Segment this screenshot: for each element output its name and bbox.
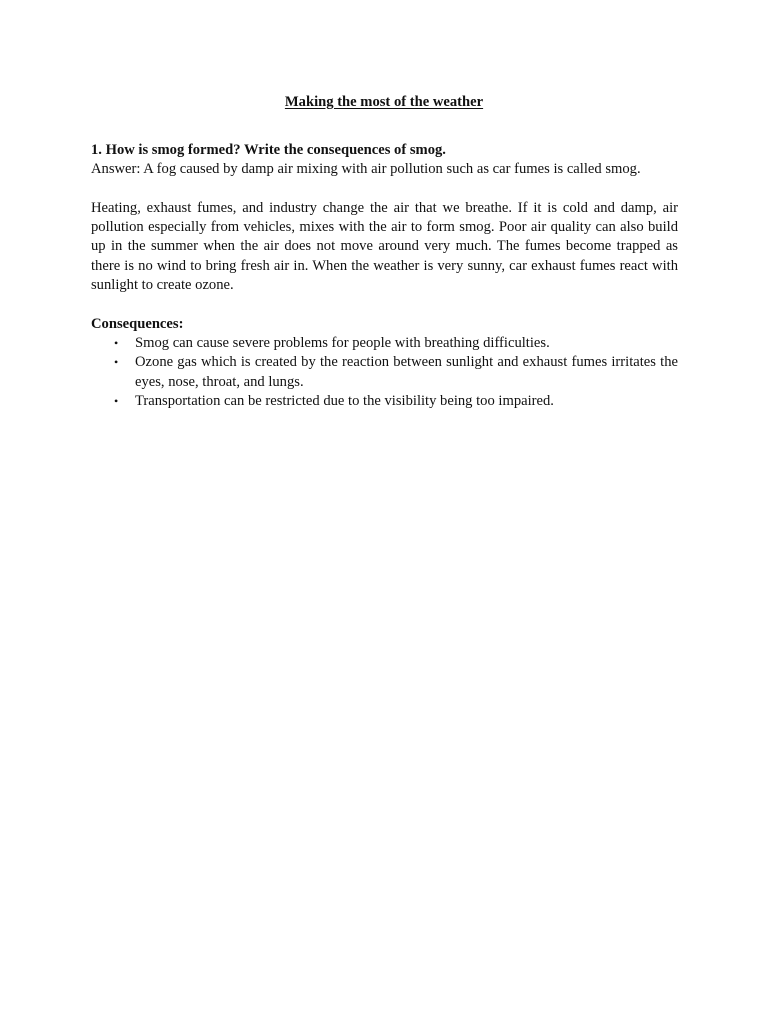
list-item-text: Ozone gas which is created by the reaction between sunlight and exhaust fumes irritates the eyes, nose, throat, and lungs. — [135, 354, 678, 390]
bullet-icon: • — [114, 355, 119, 370]
question-heading: 1. How is smog formed? Write the consequences of smog. — [91, 142, 446, 158]
list-item-text: Transportation can be restricted due to the visibility being too impaired. — [135, 392, 554, 409]
document-title-text: Making the most of the weather — [284, 94, 484, 110]
list-item — [91, 392, 678, 411]
answer-text: Answer: A fog caused by damp air mixing with air pollution such as car fumes is called smog. — [91, 161, 641, 178]
consequences-heading: Consequences: — [91, 315, 184, 332]
explanation-paragraph: Heating, exhaust fumes, and industry change the air that we breathe. If it is cold and damp, air pollution especially from vehicles, mixes with the air to form smog. Poor air quality can also build up in the summer when the air does not move around very much. The fumes become trapped as there is no wind to bring fresh air in. When the weather is very sunny, car exhaust fumes react with sunlight to create ozone. — [91, 199, 678, 294]
bullet-icon: • — [114, 335, 119, 350]
document-body — [91, 141, 678, 411]
list-item-text: Smog can cause severe problems for people with breathing difficulties. — [135, 334, 550, 351]
bullet-icon: • — [114, 393, 119, 408]
list-item — [91, 334, 678, 353]
document-title — [0, 92, 768, 112]
list-item — [91, 353, 678, 392]
consequences-list — [91, 334, 678, 411]
